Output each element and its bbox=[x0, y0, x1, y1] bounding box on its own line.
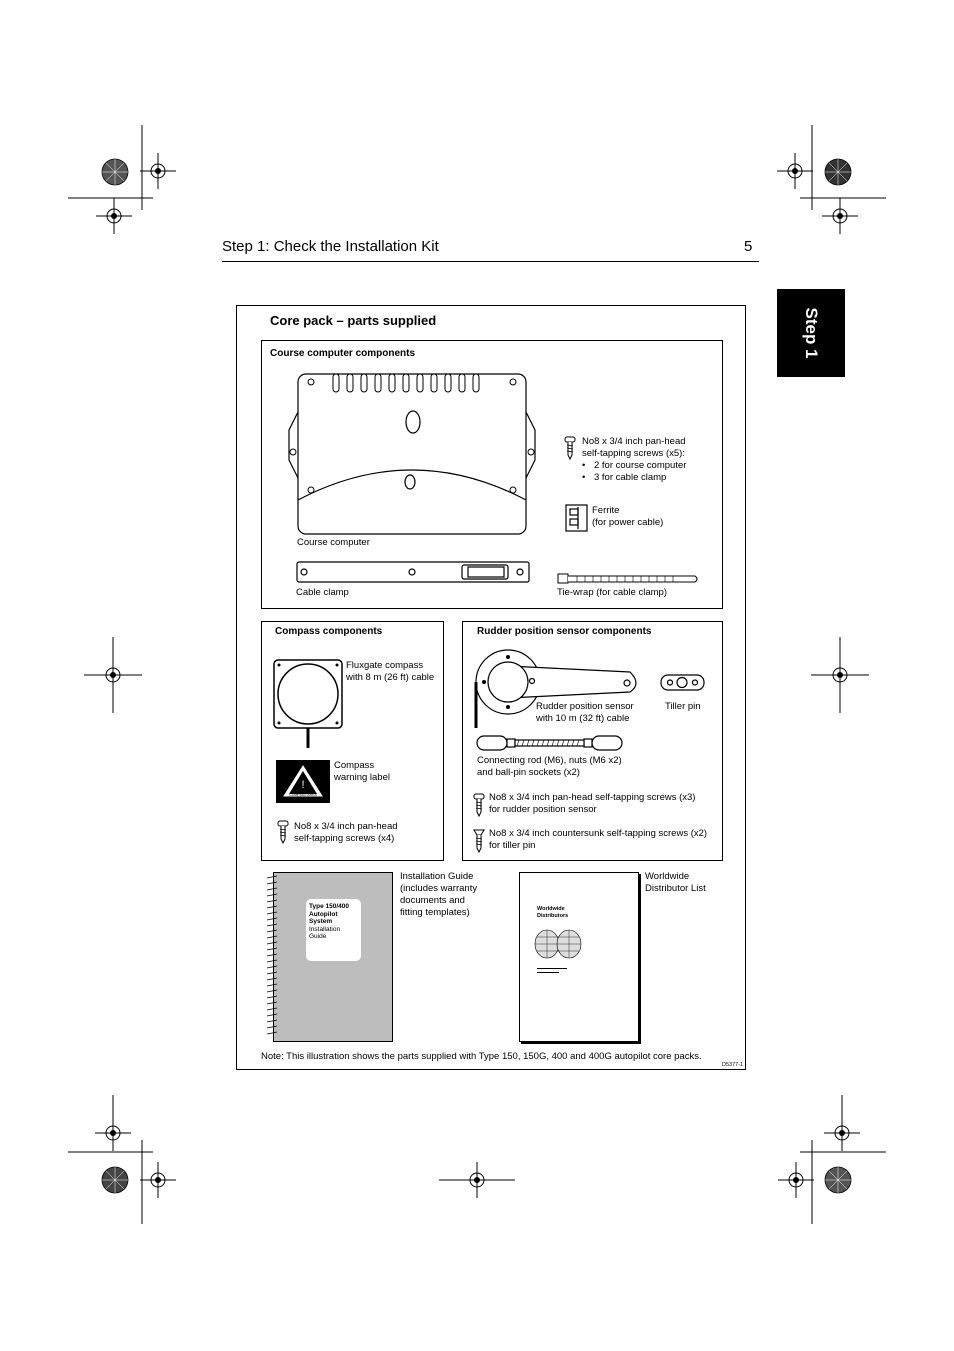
installation-guide-cover bbox=[273, 872, 393, 1042]
svg-text:!: ! bbox=[301, 779, 305, 791]
tiller-pin-drawing bbox=[660, 674, 706, 692]
distributor-label-line2: Distributor List bbox=[645, 883, 706, 894]
fluxgate-label bbox=[346, 660, 434, 684]
ferrite-line1: Ferrite bbox=[592, 505, 620, 516]
guide-cover-line5: Guide bbox=[309, 933, 327, 940]
distributor-cover-line1: Worldwide bbox=[537, 906, 565, 912]
distributor-cover-title bbox=[537, 906, 568, 919]
step-tab-label: Step 1 bbox=[802, 307, 821, 359]
warning-label-text bbox=[334, 760, 390, 784]
warning-line2: warning label bbox=[334, 772, 390, 783]
fluxgate-compass-drawing bbox=[272, 658, 344, 748]
course-screws-item: • 3 for cable clamp bbox=[582, 472, 712, 484]
guide-cover-line2: Autopilot bbox=[309, 910, 338, 918]
connecting-rod-drawing bbox=[476, 734, 626, 752]
course-computer-drawing bbox=[285, 370, 545, 540]
connecting-rod-line2: and ball-pin sockets (x2) bbox=[477, 767, 580, 778]
page-header-title: Step 1: Check the Installation Kit bbox=[222, 238, 439, 255]
tiller-pin-label: Tiller pin bbox=[665, 701, 701, 712]
screw-icon bbox=[564, 436, 576, 460]
guide-cover-panel bbox=[306, 899, 361, 961]
warning-tag: COMPASS AREA bbox=[289, 793, 317, 797]
compass-warning-label-image bbox=[276, 760, 330, 803]
header-rule bbox=[222, 261, 759, 262]
course-computer-label: Course computer bbox=[297, 537, 370, 548]
distributor-list-label bbox=[645, 871, 706, 895]
distributor-label-line1: Worldwide bbox=[645, 871, 690, 882]
tie-wrap-drawing bbox=[557, 573, 702, 585]
installation-guide-label bbox=[400, 871, 477, 919]
guide-label-line3: documents and bbox=[400, 895, 465, 906]
rudder-screws2-label bbox=[489, 828, 707, 852]
connecting-rod-line1: Connecting rod (M6), nuts (M6 x2) bbox=[477, 755, 622, 766]
globe-map-icon bbox=[533, 927, 583, 961]
rudder-screws1-line1: No8 x 3/4 inch pan-head self-tapping screws (x3) bbox=[489, 792, 696, 803]
distributor-list-cover bbox=[519, 872, 639, 1042]
guide-cover-line4: Installation bbox=[309, 925, 341, 933]
rudder-screws2-line2: for tiller pin bbox=[489, 840, 536, 851]
ferrite-label bbox=[592, 505, 663, 529]
guide-label-line2: (includes warranty bbox=[400, 883, 478, 894]
rudder-sensor-line1: Rudder position sensor bbox=[536, 701, 634, 712]
course-screws-label bbox=[582, 436, 712, 484]
rudder-screws1-label bbox=[489, 792, 695, 816]
course-screws-line1: No8 x 3/4 inch pan-head bbox=[582, 436, 686, 447]
fluxgate-line1: Fluxgate compass bbox=[346, 660, 424, 671]
ferrite-icon bbox=[565, 504, 589, 532]
cable-clamp-drawing bbox=[296, 560, 532, 584]
screw-icon bbox=[277, 820, 289, 844]
course-screws-list bbox=[582, 460, 712, 484]
cable-clamp-label: Cable clamp bbox=[296, 587, 349, 598]
guide-label-line4: fitting templates) bbox=[400, 907, 470, 918]
course-screws-item: • 2 for course computer bbox=[582, 460, 712, 472]
rudder-sensor-label bbox=[536, 701, 634, 725]
drawing-reference: D5377-1 bbox=[722, 1062, 744, 1068]
step-tab bbox=[777, 289, 845, 377]
panel-title: Core pack – parts supplied bbox=[270, 313, 437, 328]
distributor-cover-line2: Distributors bbox=[537, 912, 569, 919]
compass-screws-line2: self-tapping screws (x4) bbox=[294, 833, 395, 844]
rudder-screws2-line1: No8 x 3/4 inch countersunk self-tapping screws (x2) bbox=[489, 828, 708, 839]
fluxgate-line2: with 8 m (26 ft) cable bbox=[346, 672, 435, 683]
rudder-heading: Rudder position sensor components bbox=[477, 626, 652, 637]
compass-screws-line1: No8 x 3/4 inch pan-head bbox=[294, 821, 398, 832]
screw-icon bbox=[473, 793, 485, 817]
guide-cover-line3: System bbox=[309, 918, 333, 925]
spiral-binding bbox=[265, 872, 279, 1042]
course-computer-heading: Course computer components bbox=[270, 348, 416, 359]
rudder-sensor-line2: with 10 m (32 ft) cable bbox=[536, 713, 630, 724]
illustration-note: Note: This illustration shows the parts supplied with Type 150, 150G, 400 and 400G autopilot core packs. bbox=[261, 1051, 702, 1062]
connecting-rod-label bbox=[477, 755, 622, 779]
compass-screws-label bbox=[294, 821, 398, 845]
countersunk-screw-icon bbox=[473, 829, 485, 853]
guide-cover-line1: Type 150/400 bbox=[309, 903, 349, 910]
guide-label-line1: Installation Guide bbox=[400, 871, 474, 882]
ferrite-line2: (for power cable) bbox=[592, 517, 664, 528]
course-screws-line2: self-tapping screws (x5): bbox=[582, 448, 685, 459]
warning-line1: Compass bbox=[334, 760, 375, 771]
rudder-screws1-line2: for rudder position sensor bbox=[489, 804, 597, 815]
page-number: 5 bbox=[744, 238, 753, 255]
tie-wrap-label: Tie-wrap (for cable clamp) bbox=[557, 587, 667, 598]
compass-heading: Compass components bbox=[275, 626, 383, 637]
